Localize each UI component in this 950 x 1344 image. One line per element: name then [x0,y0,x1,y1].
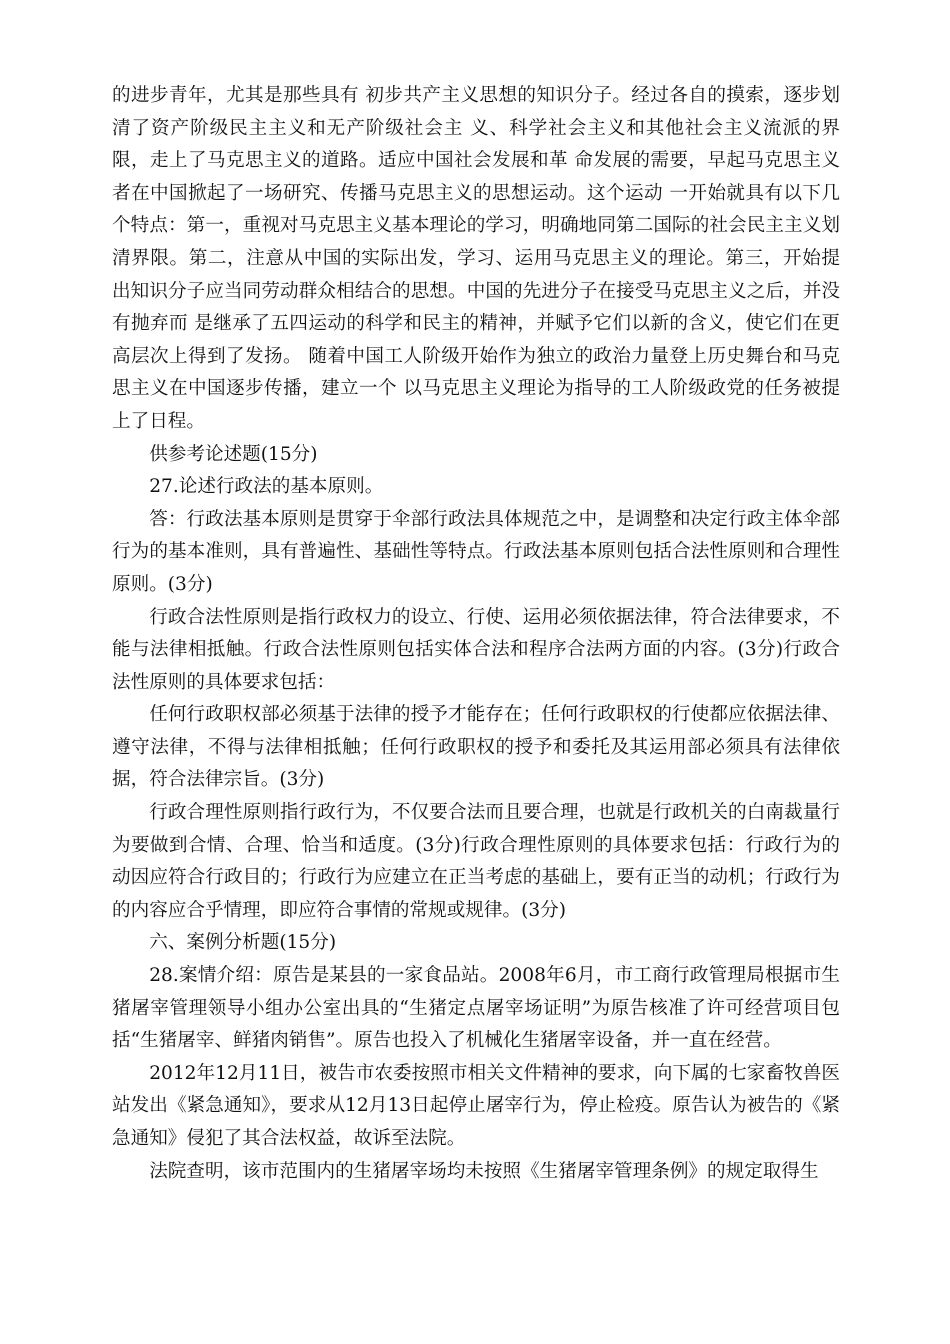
case-28-notice: 2012年12月11日，被告市农委按照市相关文件精神的要求，向下属的七家畜牧兽医站发出《紧急通知》，要求从12月13日起停止屠宰行为，停止检疫。原告认为被告的《紧急通知》侵犯了其合法权益，故诉至法院。 [112,1062,840,1149]
document-page [112,80,840,1188]
answer-27-legality-requirements: 任何行政职权部必须基于法律的授予才能存在；任何行政职权的行使都应依据法律、遵守法律，不得与法律相抵触；任何行政职权的授予和委托及其运用部必须具有法律依据，符合法律宗旨。(3分) [112,704,840,791]
case-28-intro: 28.案情介绍：原告是某县的一家食品站。2008年6月，市工商行政管理局根据市生猪屠宰管理领导小组办公室出具的“生猪定点屠宰场证明”为原告核准了许可经营项目包括“生猪屠宰、鲜猪肉销售”。原告也投入了机械化生猪屠宰设备，并一直在经营。 [112,965,840,1052]
paragraph-intro-continuation: 的进步青年，尤其是那些具有 初步共产主义思想的知识分子。经过各自的摸索，逐步划清了资产阶级民主主义和无产阶级社会主 义、科学社会主义和其他社会主义流派的界限，走上了马克思主义的道路。适应中国社会发展和革 命发展的需要，早起马克思主义者在中国掀起了一场研究、传播马克思主义的思想运动。这个运动 一开始就具有以下几个特点：第一，重视对马克思主义基本理论的学习，明确地同第二国际的社会民主主义划清界限。第二，注意从中国的实际出发，学习、运用马克思主义的理论。第三，开始提 出知识分子应当同劳动群众相结合的思想。中国的先进分子在接受马克思主义之后，并没有抛弃而 是继承了五四运动的科学和民主的精神，并赋予它们以新的含义，使它们在更高层次上得到了发扬。 随着中国工人阶级开始作为独立的政治力量登上历史舞台和马克思主义在中国逐步传播，建立一个 以马克思主义理论为指导的工人阶级政党的任务被提上了日程。 [112,85,840,432]
answer-27-intro: 答：行政法基本原则是贯穿于伞部行政法具体规范之中，是调整和决定行政主体伞部行为的基本准则，具有普遍性、基础性等特点。行政法基本原则包括合法性原则和合理性原则。(3分) [112,508,840,595]
answer-27-rationality: 行政合理性原则指行政行为，不仅要合法而且要合理，也就是行政机关的白南裁量行为要做到合情、合理、恰当和适度。(3分)行政合理性原则的具体要求包括：行政行为的动因应符合行政目的；行政行为应建立在正当考虑的基础上，要有正当的动机；行政行为的内容应合乎情理，即应符合事情的常规或规律。(3分) [112,802,840,921]
answer-27-legality: 行政合法性原则是指行政权力的设立、行使、运用必须依据法律，符合法律要求，不能与法律相抵触。行政合法性原则包括实体合法和程序合法两方面的内容。(3分)行政合法性原则的具体要求包括： [112,606,840,693]
question-27: 27.论述行政法的基本原则。 [149,476,384,498]
section-heading-case: 六、案例分析题(15分) [149,932,337,954]
case-28-court-findings: 法院查明，该市范围内的生猪屠宰场均未按照《生猪屠宰管理条例》的规定取得生 [149,1160,819,1182]
section-heading-essay: 供参考论述题(15分) [149,443,318,465]
